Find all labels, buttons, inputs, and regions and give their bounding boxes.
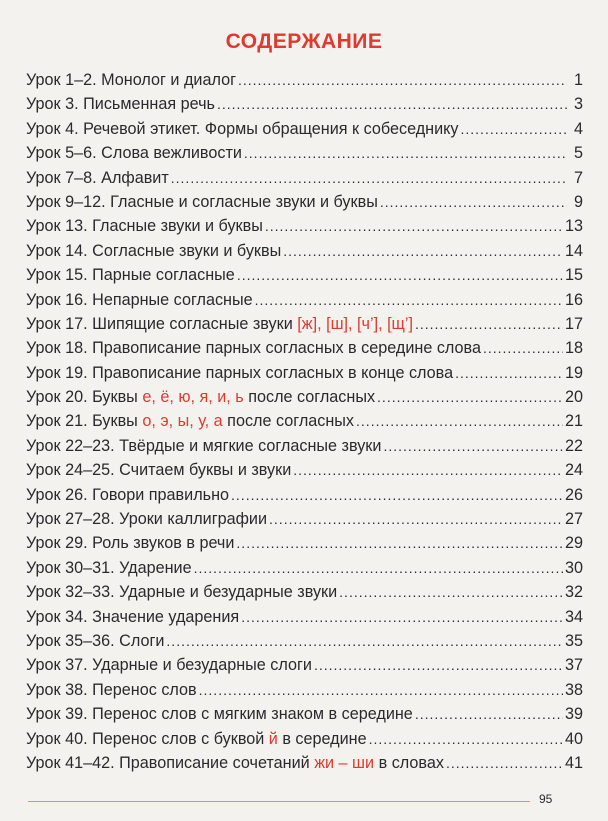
toc-entry[interactable] (26, 605, 583, 629)
toc-entry-page: 16 (564, 290, 583, 309)
toc-entry[interactable] (26, 507, 583, 531)
toc-entry-page: 14 (564, 241, 583, 260)
entry-text: Урок 39. Перенос слов с мягким знаком в середине (26, 705, 413, 724)
toc-entry-title (26, 556, 192, 580)
entry-text: Урок 7–8. Алфавит (26, 168, 169, 187)
toc-entry-page: 3 (573, 95, 583, 114)
toc-entry[interactable] (26, 556, 583, 580)
dot-leader (339, 580, 563, 604)
toc-entry-page: 1 (573, 71, 583, 89)
toc-entry-title (26, 629, 164, 653)
toc-entry-page: 9 (573, 192, 583, 211)
dot-leader (377, 385, 563, 409)
toc-entry-page: 4 (573, 119, 583, 138)
dot-leader (446, 751, 563, 775)
toc-entry-title (26, 531, 234, 555)
highlighted-letters: жи – ши (314, 753, 375, 772)
table-of-contents (26, 68, 583, 775)
entry-text: Урок 19. Правописание парных согласных в конце слова (26, 363, 454, 382)
toc-entry-title (26, 434, 381, 458)
dot-leader (166, 629, 563, 653)
dot-leader (383, 434, 563, 458)
entry-text: после согласных (243, 388, 376, 407)
toc-entry-page: 40 (564, 729, 583, 748)
page-title: СОДЕРЖАНИЕ (225, 30, 383, 53)
toc-entry-page: 29 (564, 534, 583, 553)
entry-text: Урок 34. Значение ударения (26, 607, 240, 626)
toc-entry-page: 38 (564, 680, 583, 699)
dot-leader (237, 263, 563, 287)
toc-entry-title (26, 288, 253, 312)
toc-entry-page: 32 (564, 583, 583, 602)
dot-leader (415, 702, 563, 726)
toc-entry-title (26, 702, 413, 726)
dot-leader (255, 288, 563, 312)
dot-leader (314, 653, 563, 677)
entry-text: Урок 41–42. Правописание сочетаний (26, 753, 315, 772)
toc-entry[interactable] (26, 214, 583, 238)
entry-text: Урок 3. Письменная речь (26, 95, 215, 114)
toc-entry[interactable] (26, 166, 583, 190)
dot-leader (269, 507, 563, 531)
toc-entry[interactable] (26, 263, 583, 287)
dot-leader (265, 214, 563, 238)
dot-leader (380, 190, 567, 214)
entry-text: Урок 35–36. Слоги (26, 631, 165, 650)
toc-entry[interactable] (26, 629, 583, 653)
toc-entry-page: 39 (564, 705, 583, 724)
entry-text: в середине (277, 729, 367, 748)
entry-text: Урок 1–2. Монолог и диалог (26, 71, 236, 89)
toc-entry-title (26, 458, 291, 482)
dot-leader (171, 166, 567, 190)
highlighted-letters: [ж], [ш], [ч’], [щ’] (297, 314, 413, 333)
toc-entry[interactable] (26, 409, 583, 433)
dot-leader (483, 336, 563, 360)
dot-leader (356, 409, 563, 433)
entry-text: Урок 5–6. Слова вежливости (26, 144, 242, 163)
toc-entry[interactable] (26, 288, 583, 312)
toc-entry[interactable] (26, 361, 583, 385)
entry-text: Урок 15. Парные согласные (26, 266, 235, 285)
entry-text: Урок 17. Шипящие согласные звуки (26, 314, 298, 333)
dot-leader (231, 483, 563, 507)
toc-entry[interactable] (26, 385, 583, 409)
toc-entry-title (26, 68, 236, 92)
entry-text: Урок 4. Речевой этикет. Формы обращения к собеседнику (26, 119, 459, 138)
entry-text: Урок 18. Правописание парных согласных в середине слова (26, 339, 481, 358)
entry-text: Урок 21. Буквы (26, 412, 143, 431)
toc-entry-page: 34 (564, 607, 583, 626)
toc-entry-title (26, 190, 378, 214)
toc-entry-page: 27 (564, 510, 583, 529)
toc-entry-page: 15 (564, 266, 583, 285)
toc-entry-page: 30 (564, 558, 583, 577)
toc-entry[interactable] (26, 190, 583, 214)
toc-entry-page: 20 (564, 388, 583, 407)
toc-entry-title (26, 336, 481, 360)
toc-entry-page: 22 (564, 436, 583, 455)
entry-text: Урок 27–28. Уроки каллиграфии (26, 510, 268, 529)
entry-text: Урок 22–23. Твёрдые и мягкие согласные звуки (26, 436, 382, 455)
toc-entry[interactable] (26, 653, 583, 677)
entry-text: Урок 38. Перенос слов (26, 680, 197, 699)
entry-text: Урок 16. Непарные согласные (26, 290, 253, 309)
entry-text: Урок 20. Буквы (26, 388, 143, 407)
dot-leader (283, 239, 563, 263)
toc-entry-title (26, 92, 215, 116)
toc-entry-page: 37 (564, 656, 583, 675)
dot-leader (455, 361, 563, 385)
toc-entry-page: 35 (564, 631, 583, 650)
toc-entry-title (26, 483, 229, 507)
toc-entry-title (26, 653, 312, 677)
entry-text: Урок 40. Перенос слов с буквой (26, 729, 269, 748)
dot-leader (199, 678, 563, 702)
entry-text: Урок 29. Роль звуков в речи (26, 534, 235, 553)
toc-entry-title (26, 751, 444, 775)
dot-leader (236, 531, 563, 555)
dot-leader (293, 458, 563, 482)
dot-leader (194, 556, 563, 580)
toc-entry-title (26, 409, 354, 433)
entry-text: после согласных (222, 412, 355, 431)
dot-leader (369, 727, 563, 751)
entry-text: Урок 26. Говори правильно (26, 485, 230, 504)
toc-entry[interactable] (26, 141, 583, 165)
entry-text: Урок 24–25. Считаем буквы и звуки (26, 461, 292, 480)
toc-entry-page: 19 (564, 363, 583, 382)
entry-text: Урок 13. Гласные звуки и буквы (26, 217, 263, 236)
toc-entry-page: 21 (564, 412, 583, 431)
entry-text: Урок 30–31. Ударение (26, 558, 192, 577)
entry-text: в словах (374, 753, 444, 772)
toc-entry-page: 18 (564, 339, 583, 358)
toc-entry[interactable] (26, 678, 583, 702)
toc-entry[interactable] (26, 336, 583, 360)
toc-entry-title (26, 580, 337, 604)
dot-leader (244, 141, 567, 165)
page-number: 95 (539, 792, 553, 806)
toc-entry-title (26, 312, 413, 336)
toc-entry[interactable] (26, 751, 583, 775)
entry-text: Урок 32–33. Ударные и безударные звуки (26, 583, 338, 602)
dot-leader (415, 312, 563, 336)
dot-leader (461, 117, 568, 141)
toc-entry[interactable] (26, 458, 583, 482)
toc-entry-page: 24 (564, 461, 583, 480)
toc-entry[interactable] (26, 702, 583, 726)
toc-entry-title (26, 507, 267, 531)
toc-entry[interactable] (26, 580, 583, 604)
toc-entry-title (26, 385, 375, 409)
toc-entry[interactable] (26, 117, 583, 141)
toc-entry-page: 5 (573, 144, 583, 163)
toc-entry-title (26, 605, 239, 629)
highlighted-letters: е, ё, ю, я, и, ь (142, 388, 244, 407)
entry-text: Урок 14. Согласные звуки и буквы (26, 241, 282, 260)
toc-entry[interactable] (26, 727, 583, 751)
toc-entry-page: 7 (573, 168, 583, 187)
toc-entry-page: 26 (564, 485, 583, 504)
dot-leader (217, 92, 567, 116)
toc-entry-title (26, 117, 459, 141)
dot-leader (238, 68, 567, 92)
toc-entry-title (26, 678, 197, 702)
toc-entry[interactable] (26, 239, 583, 263)
toc-entry-page: 17 (564, 314, 583, 333)
dot-leader (241, 605, 563, 629)
entry-text: Урок 9–12. Гласные и согласные звуки и буквы (26, 192, 378, 211)
toc-entry[interactable] (26, 68, 583, 92)
toc-entry[interactable] (26, 531, 583, 555)
toc-entry-page: 41 (564, 753, 583, 772)
toc-entry[interactable] (26, 312, 583, 336)
highlighted-letters: й (268, 729, 278, 748)
toc-entry-title (26, 263, 235, 287)
toc-entry-title (26, 141, 242, 165)
toc-entry-title (26, 239, 281, 263)
toc-entry-title (26, 214, 263, 238)
toc-entry-page: 13 (564, 217, 583, 236)
footer-divider (28, 801, 530, 802)
toc-entry-title (26, 361, 453, 385)
toc-entry-title (26, 727, 367, 751)
toc-entry[interactable] (26, 434, 583, 458)
toc-entry[interactable] (26, 92, 583, 116)
toc-entry[interactable] (26, 483, 583, 507)
toc-entry-title (26, 166, 169, 190)
entry-text: Урок 37. Ударные и безударные слоги (26, 656, 312, 675)
highlighted-letters: о, э, ы, у, а (142, 412, 223, 431)
